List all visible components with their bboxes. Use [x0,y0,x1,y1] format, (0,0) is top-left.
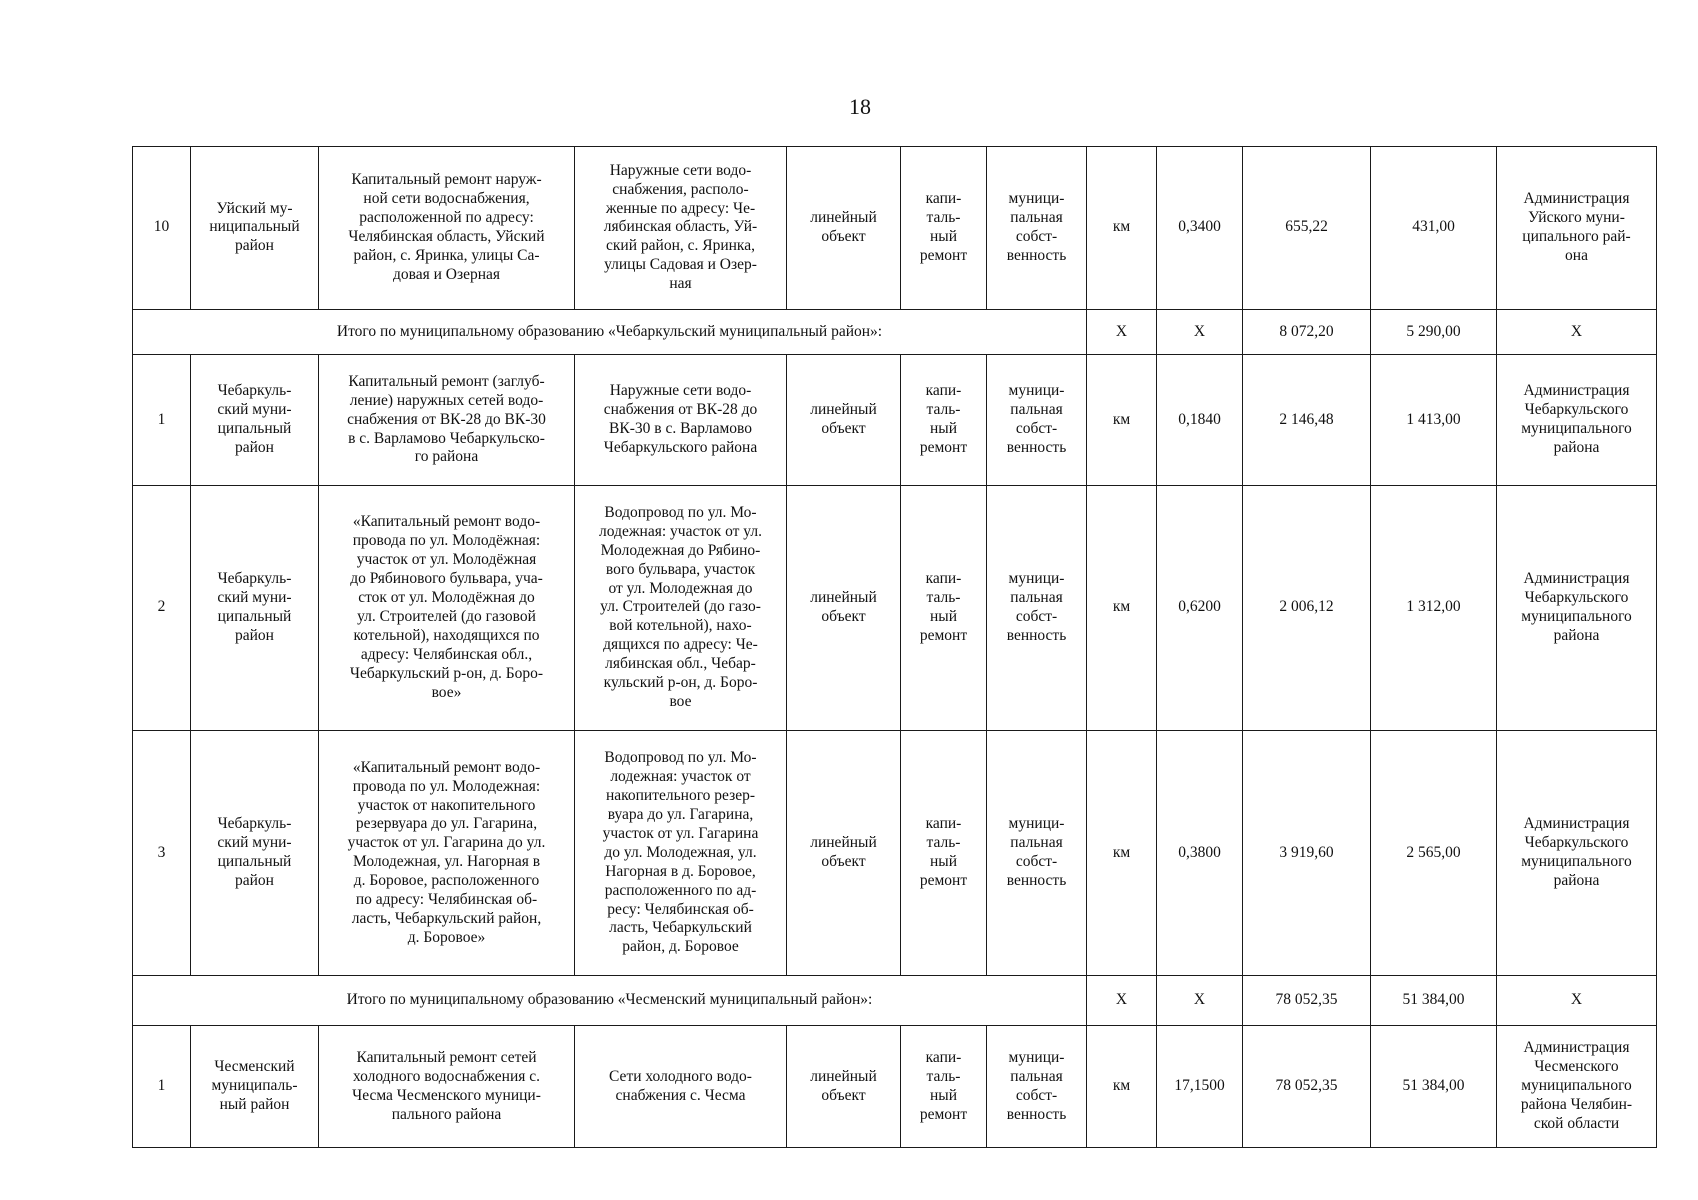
ownership-cell-line: муници- [1008,190,1065,208]
total-unit [1087,309,1157,355]
cost-subsidy-cell-line: 51 384,00 [1402,1077,1465,1095]
object-description-cell-line: Водопровод по ул. Мо- [604,503,757,521]
customer-cell-line: района [1553,872,1600,890]
cost-subsidy-cell [1371,731,1497,976]
object-type-cell [787,147,901,310]
total-cost-subsidy-line: 51 384,00 [1402,991,1465,1009]
municipality-cell [191,1026,319,1148]
object-type-cell [787,485,901,730]
object-name-cell-line: ул. Строителей (до газовой [357,607,536,625]
customer-cell-line: Чебаркульского [1524,834,1629,852]
object-description-cell-line: кульский р-он, д. Боро- [603,674,758,692]
object-description-cell-line: ная [669,275,692,293]
ownership-cell-line: собст- [1015,607,1058,625]
customer-cell-line: Администрация [1523,570,1630,588]
total-capacity [1157,976,1243,1026]
total-customer [1497,309,1657,355]
work-type-cell-line: таль- [926,834,961,852]
object-name-cell-line: Капитальный ремонт сетей [356,1048,537,1066]
object-description-cell-line: Нагорная в д. Боровое, [605,862,756,880]
unit-cell [1087,731,1157,976]
total-capacity-line: X [1193,322,1206,340]
object-description-cell-line: снабжения от ВК-28 до [603,401,758,419]
municipality-cell-line: ный район [219,1096,290,1114]
customer-cell-line: она [1565,246,1588,264]
object-description-cell-line: женные по адресу: Че- [605,199,756,217]
object-description-cell-line: вое [669,692,692,710]
customer-cell-line: района [1553,626,1600,644]
customer-cell-line: Чесменского [1534,1058,1619,1076]
capacity-cell-line: 0,3400 [1178,218,1221,236]
table-row [133,485,1657,730]
cost-total-cell-line: 2 006,12 [1279,598,1334,616]
object-name-cell [319,147,575,310]
object-name-cell-line: Капитальный ремонт наруж- [351,171,542,189]
row-number-line: 10 [153,218,170,236]
object-name-cell-line: ной сети водоснабжения, [363,190,530,208]
ownership-cell-line: муници- [1008,570,1065,588]
municipality-cell-line: ский муни- [217,834,292,852]
municipality-cell-line: район [235,237,274,255]
object-name-cell [319,355,575,485]
customer-cell [1497,355,1657,485]
object-description-cell-line: от ул. Молодежная до [608,579,753,597]
cost-subsidy-cell [1371,1026,1497,1148]
total-cost-subsidy [1371,309,1497,355]
ownership-cell-line: венность [1006,438,1067,456]
ownership-cell-line: пальная [1010,1067,1063,1085]
row-number-line: 3 [157,843,166,861]
cost-total-cell-line: 2 146,48 [1279,410,1334,428]
work-type-cell [901,485,987,730]
object-name-cell-line: провода по ул. Молодёжная: [352,532,541,550]
object-description-cell-line: ский район, с. Яринка, [606,237,755,255]
object-description-cell-line: снабжения с. Чесма [615,1086,746,1104]
work-type-cell-line: капи- [925,190,962,208]
object-name-cell-line: в с. Варламово Чебаркульско- [348,429,545,447]
total-customer-line: X [1570,322,1583,340]
work-type-cell-line: ремонт [919,1105,968,1123]
object-description-cell-line: ласть, Чебаркульский [609,919,752,937]
object-description-cell [575,147,787,310]
object-name-cell-line: по адресу: Челябинская об- [355,891,538,909]
cost-total-cell [1243,147,1371,310]
object-type-cell-line: объект [821,1086,866,1104]
object-description-cell [575,485,787,730]
unit-cell [1087,485,1157,730]
total-unit-line: X [1115,322,1128,340]
object-name-cell [319,1026,575,1148]
ownership-cell-line: венность [1006,246,1067,264]
object-description-cell-line: Наружные сети водо- [609,382,752,400]
municipality-cell-line: Чебаркуль- [217,382,292,400]
page-number: 18 [849,94,871,119]
unit-cell-line: км [1112,843,1131,861]
object-name-cell-line: район, с. Яринка, улицы Са- [353,246,540,264]
object-description-cell-line: вуара до ул. Гагарина, [607,805,754,823]
work-type-cell-line: капи- [925,570,962,588]
object-description-cell-line: накопительного резер- [605,787,756,805]
object-name-cell-line: д. Боровое, расположенного [353,872,540,890]
capacity-cell-line: 0,6200 [1178,598,1221,616]
object-name-cell-line: котельной), находящихся по [353,626,540,644]
object-name-cell-line: провода по ул. Молодежная: [352,777,541,795]
municipality-cell-line: район [235,438,274,456]
work-type-cell-line: таль- [926,209,961,227]
total-label [133,976,1087,1026]
table-row [133,731,1657,976]
object-name-cell-line: адресу: Челябинская обл., [360,645,533,663]
municipality-cell [191,485,319,730]
object-name-cell-line: «Капитальный ремонт водо- [352,758,541,776]
ownership-cell-line: пальная [1010,401,1063,419]
customer-cell-line: Администрация [1523,815,1630,833]
capacity-cell [1157,147,1243,310]
capacity-cell-line: 0,1840 [1178,410,1221,428]
ownership-cell [987,485,1087,730]
municipality-cell-line: Чесменский [214,1058,295,1076]
object-name-cell-line: «Капитальный ремонт водо- [352,513,541,531]
capacity-cell [1157,355,1243,485]
municipality-cell-line: Чебаркуль- [217,570,292,588]
row-number-line: 1 [157,1077,166,1095]
total-unit [1087,976,1157,1026]
customer-cell-line: муниципального [1521,607,1632,625]
cost-total-cell-line: 78 052,35 [1275,1077,1338,1095]
object-type-cell-line: объект [821,420,866,438]
unit-cell [1087,1026,1157,1148]
customer-cell-line: муниципального [1521,853,1632,871]
total-unit-line: X [1115,991,1128,1009]
customer-cell [1497,147,1657,310]
object-name-cell [319,485,575,730]
cost-total-cell [1243,1026,1371,1148]
customer-cell [1497,1026,1657,1148]
customer-cell-line: ципального рай- [1522,227,1631,245]
object-description-cell-line: Молодежная до Рябино- [600,541,761,559]
object-name-cell-line: расположенной по адресу: [359,209,534,227]
total-customer [1497,976,1657,1026]
capacity-cell [1157,1026,1243,1148]
object-type-cell-line: линейный [810,834,877,852]
object-name-cell-line: д. Боровое» [407,928,486,946]
unit-cell [1087,147,1157,310]
total-capacity-line: X [1193,991,1206,1009]
ownership-cell [987,1026,1087,1148]
capacity-cell-line: 0,3800 [1178,843,1221,861]
municipality-cell-line: ципальный [217,853,292,871]
object-name-cell-line: ласть, Чебаркульский район, [351,909,542,927]
object-name-cell-line: участок от ул. Молодёжная [356,551,537,569]
table-row [133,1026,1657,1148]
capacity-cell [1157,485,1243,730]
object-description-cell [575,731,787,976]
work-type-cell-line: таль- [926,588,961,606]
object-description-cell-line: Чебаркульского района [603,438,758,456]
unit-cell-line: км [1112,598,1131,616]
customer-cell-line: Администрация [1523,190,1630,208]
object-type-cell-line: объект [821,853,866,871]
object-description-cell-line: лодежная: участок от ул. [599,522,762,540]
row-number [133,1026,191,1148]
object-description-cell-line: Водопровод по ул. Мо- [604,749,757,767]
cost-total-cell-line: 655,22 [1285,218,1328,236]
object-type-cell-line: линейный [810,209,877,227]
cost-subsidy-cell-line: 2 565,00 [1406,843,1461,861]
work-type-cell-line: ный [929,853,957,871]
municipality-cell-line: Чебаркуль- [217,815,292,833]
object-name-cell-line: довая и Озерная [392,265,501,283]
work-type-cell [901,731,987,976]
ownership-cell-line: венность [1006,626,1067,644]
object-name-cell-line: вое» [431,683,462,701]
object-name-cell-line: резервуара до ул. Гагарина, [355,815,538,833]
customer-cell-line: Чебаркульского [1524,588,1629,606]
object-name-cell-line: пального района [391,1105,502,1123]
work-type-cell [901,355,987,485]
objects-table [132,146,1657,1148]
object-name-cell-line: Чебаркульский р-он, д. Боро- [349,664,544,682]
municipality-cell-line: район [235,626,274,644]
customer-cell-line: района Челябин- [1520,1096,1633,1114]
work-type-cell-line: капи- [925,815,962,833]
total-cost-subsidy [1371,976,1497,1026]
ownership-cell-line: венность [1006,872,1067,890]
customer-cell-line: Чебаркульского [1524,401,1629,419]
object-name-cell-line: го района [414,448,479,466]
total-cost-total [1243,309,1371,355]
object-name-cell-line: холодного водоснабжения с. [352,1067,541,1085]
municipality-cell-line: ципальный [217,420,292,438]
work-type-cell-line: ремонт [919,438,968,456]
municipality-cell-line: Уйский му- [216,199,293,217]
work-type-cell-line: ный [929,1086,957,1104]
work-type-cell-line: капи- [925,1048,962,1066]
ownership-cell-line: пальная [1010,209,1063,227]
object-description-cell-line: участок от ул. Гагарина [602,824,759,842]
work-type-cell-line: ный [929,607,957,625]
table-row [133,147,1657,310]
object-description-cell-line: район, д. Боровое [622,938,739,956]
object-description-cell-line: Сети холодного водо- [609,1067,752,1085]
object-name-cell-line: до Рябинового бульвара, уча- [350,570,543,588]
cost-subsidy-cell [1371,485,1497,730]
object-type-cell [787,731,901,976]
cost-total-cell [1243,731,1371,976]
object-description-cell-line: дящихся по адресу: Че- [603,636,758,654]
municipality-cell-line: ниципальный [209,218,300,236]
object-name-cell-line: снабжения от ВК-28 до ВК-30 [347,410,546,428]
work-type-cell-line: ремонт [919,872,968,890]
customer-cell-line: Уйского муни- [1528,209,1625,227]
ownership-cell [987,355,1087,485]
object-description-cell [575,355,787,485]
total-cost-subsidy-line: 5 290,00 [1406,322,1461,340]
object-name-cell-line: сток от ул. Молодёжная до [358,588,535,606]
customer-cell-line: муниципального [1521,420,1632,438]
ownership-cell-line: венность [1006,1105,1067,1123]
municipality-cell-line: муниципаль- [211,1077,298,1095]
work-type-cell-line: таль- [926,401,961,419]
customer-cell [1497,731,1657,976]
table-row [133,355,1657,485]
object-description-cell-line: ресу: Челябинская об- [607,900,754,918]
object-name-cell-line: ление) наружных сетей водо- [349,391,544,409]
object-type-cell-line: линейный [810,1067,877,1085]
municipality-cell [191,731,319,976]
municipality-cell [191,355,319,485]
object-name-cell-line: участок от ул. Гагарина до ул. [347,834,546,852]
cost-subsidy-cell [1371,147,1497,310]
work-type-cell-line: капи- [925,382,962,400]
ownership-cell-line: пальная [1010,588,1063,606]
cost-subsidy-cell-line: 431,00 [1412,218,1455,236]
municipality-cell [191,147,319,310]
row-number-line: 1 [157,410,166,428]
object-description-cell-line: до ул. Молодежная, ул. [604,843,757,861]
customer-cell-line: муниципального [1521,1077,1632,1095]
object-description-cell-line: вой котельной), нахо- [609,617,752,635]
work-type-cell-line: ремонт [919,626,968,644]
object-type-cell-line: линейный [810,588,877,606]
work-type-cell-line: ный [929,227,957,245]
customer-cell-line: Администрация [1523,1039,1630,1057]
ownership-cell [987,731,1087,976]
ownership-cell [987,147,1087,310]
capacity-cell-line: 17,1500 [1174,1077,1225,1095]
ownership-cell-line: муници- [1008,382,1065,400]
customer-cell [1497,485,1657,730]
unit-cell-line: км [1112,218,1131,236]
total-capacity [1157,309,1243,355]
customer-cell-line: ской области [1533,1115,1620,1133]
work-type-cell-line: таль- [926,1067,961,1085]
ownership-cell-line: собст- [1015,1086,1058,1104]
ownership-cell-line: собст- [1015,420,1058,438]
municipality-cell-line: ский муни- [217,401,292,419]
municipality-cell-line: район [235,872,274,890]
ownership-cell-line: муници- [1008,1048,1065,1066]
work-type-cell [901,1026,987,1148]
work-type-cell-line: ремонт [919,246,968,264]
cost-subsidy-cell-line: 1 312,00 [1406,598,1461,616]
ownership-cell-line: собст- [1015,227,1058,245]
object-type-cell [787,1026,901,1148]
unit-cell-line: км [1112,410,1131,428]
cost-total-cell [1243,485,1371,730]
object-description-cell-line: вого бульвара, участок [605,560,756,578]
cost-subsidy-cell [1371,355,1497,485]
ownership-cell-line: муници- [1008,815,1065,833]
object-description-cell-line: лябинская обл., Чебар- [605,655,756,673]
object-name-cell-line: Челябинская область, Уйский [348,227,545,245]
object-name-cell-line: Молодежная, ул. Нагорная в [352,853,541,871]
customer-cell-line: Администрация [1523,382,1630,400]
object-description-cell-line: лодежная: участок от [610,768,751,786]
municipality-cell-line: ский муни- [217,588,292,606]
object-type-cell [787,355,901,485]
object-description-cell-line: ул. Строителей (до газо- [600,598,761,616]
object-name-cell [319,731,575,976]
row-number [133,485,191,730]
total-cost-total-line: 78 052,35 [1275,991,1338,1009]
object-type-cell-line: объект [821,607,866,625]
object-type-cell-line: линейный [810,401,877,419]
object-description-cell-line: лябинская область, Уй- [603,218,758,236]
cost-total-cell [1243,355,1371,485]
object-description-cell-line: ВК-30 в с. Варламово [609,420,752,438]
work-type-cell-line: ный [929,420,957,438]
total-cost-total-line: 8 072,20 [1279,322,1334,340]
total-row [133,976,1657,1026]
object-name-cell-line: участок от накопительного [357,796,536,814]
capacity-cell [1157,731,1243,976]
unit-cell-line: км [1112,1077,1131,1095]
row-number-line: 2 [157,598,166,616]
row-number [133,355,191,485]
total-label [133,309,1087,355]
object-description-cell-line: улицы Садовая и Озер- [604,256,757,274]
total-row [133,309,1657,355]
work-type-cell [901,147,987,310]
total-customer-line: X [1570,991,1583,1009]
object-name-cell-line: Капитальный ремонт (заглуб- [348,372,545,390]
object-description-cell-line: снабжения, располо- [612,180,749,198]
cost-total-cell-line: 3 919,60 [1279,843,1334,861]
object-type-cell-line: объект [821,227,866,245]
object-description-cell-line: расположенного по ад- [604,881,757,899]
row-number [133,731,191,976]
ownership-cell-line: собст- [1015,853,1058,871]
ownership-cell-line: пальная [1010,834,1063,852]
object-name-cell-line: Чесма Чесменского муници- [352,1086,541,1104]
total-label-line: Итого по муниципальному образованию «Чебаркульский муниципальный район»: [336,322,883,340]
unit-cell [1087,355,1157,485]
municipality-cell-line: ципальный [217,607,292,625]
total-label-line: Итого по муниципальному образованию «Чесменский муниципальный район»: [346,991,873,1009]
row-number [133,147,191,310]
object-description-cell [575,1026,787,1148]
customer-cell-line: района [1553,438,1600,456]
object-description-cell-line: Наружные сети водо- [609,161,752,179]
total-cost-total [1243,976,1371,1026]
cost-subsidy-cell-line: 1 413,00 [1406,410,1461,428]
